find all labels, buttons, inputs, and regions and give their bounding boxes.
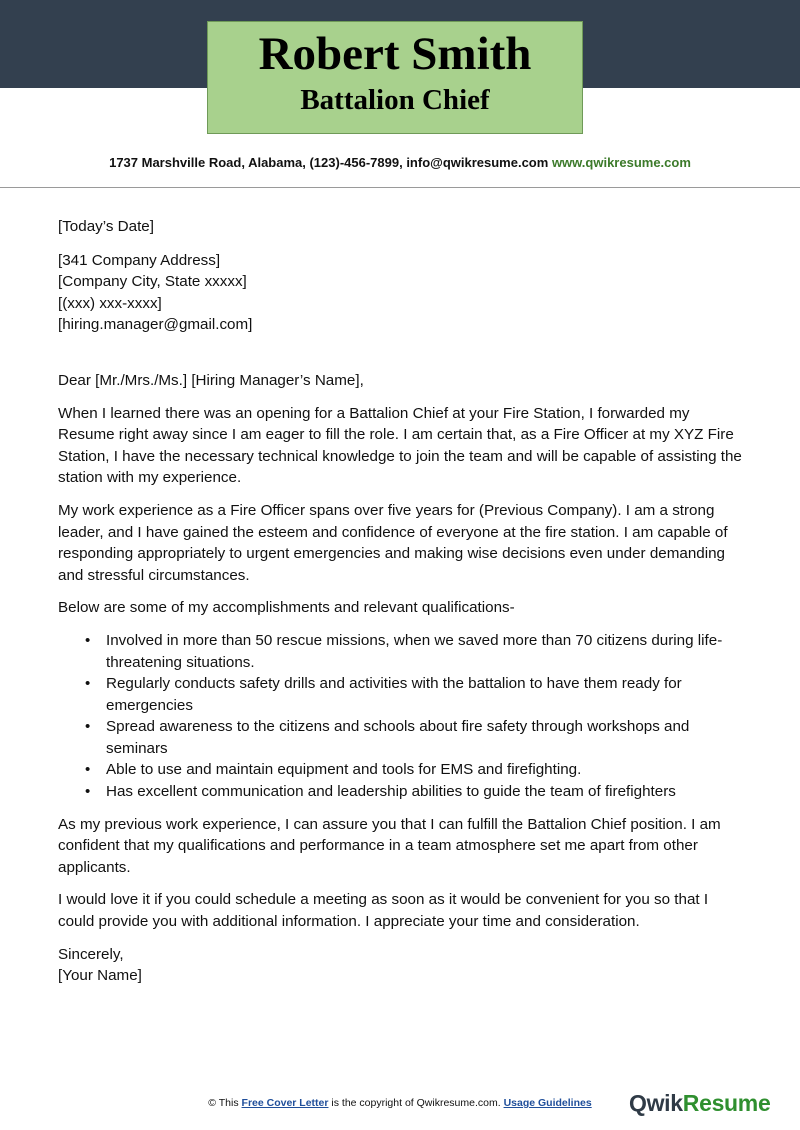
usage-guidelines-link[interactable]: Usage Guidelines xyxy=(503,1097,592,1109)
address-line: [Company City, State xxxxx] xyxy=(58,273,247,291)
name-box xyxy=(207,21,583,134)
paragraph: When I learned there was an opening for a Battalion Chief at your Fire Station, I forwarded my Resume right away since I am eager to fill the role. I am certain that, as a Fire Officer at my XYZ Fire Station, I have the necessary technical knowledge to join the team and will be capable of assisting the station with my experience. xyxy=(58,404,742,487)
signoff: Sincerely, xyxy=(58,945,124,963)
letter-date: [Today’s Date] xyxy=(58,218,154,235)
bullet-icon: • xyxy=(85,718,91,736)
address-line: [hiring.manager@gmail.com] xyxy=(58,316,253,334)
contact-details: 1737 Marshville Road, Alabama, (123)-456-7899, info@qwikresume.com xyxy=(109,155,549,170)
letter-body xyxy=(58,216,748,987)
list-item: • Involved in more than 50 rescue missions, when we saved more than 70 citizens during life-threatening situations. xyxy=(85,631,723,671)
website-link[interactable]: www.qwikresume.com xyxy=(551,155,691,170)
paragraph: As my previous work experience, I can assure you that I can fulfill the Battalion Chief position. I am confident that my qualifications and performance in a team atmosphere set me apart from other applicants. xyxy=(58,815,721,876)
bullet-icon: • xyxy=(85,675,91,693)
paragraph: Below are some of my accomplishments and relevant qualifications- xyxy=(58,599,515,617)
salutation: Dear [Mr./Mrs./Ms.] [Hiring Manager’s Name], xyxy=(58,371,364,389)
list-item: • Able to use and maintain equipment and tools for EMS and firefighting. xyxy=(58,759,748,781)
contact-line xyxy=(0,155,800,170)
qwikresume-logo[interactable]: QwikResume xyxy=(629,1090,771,1116)
bullet-icon: • xyxy=(85,761,91,779)
list-item: • Regularly conducts safety drills and activities with the battalion to have them ready for emergencies xyxy=(85,675,682,714)
paragraph: My work experience as a Fire Officer spans over five years for (Previous Company). I am a strong leader, and I have gained the esteem and confidence of everyone at the fire station. I am capable of responding appropriately to urgent emergencies and making wise decisions even under demanding and stressful circumstances. xyxy=(58,501,728,584)
paragraph: I would love it if you could schedule a meeting as soon as it would be convenient for you so that I could provide you with additional information. I appreciate your time and consideration. xyxy=(58,891,709,931)
bullet-icon: • xyxy=(85,631,91,649)
address-line: [341 Company Address] xyxy=(58,251,221,269)
address-line: [(xxx) xxx-xxxx] xyxy=(58,294,162,312)
job-title: Battalion Chief xyxy=(300,84,490,116)
list-item: • Has excellent communication and leadership abilities to guide the team of firefighters xyxy=(58,781,748,803)
footer-copyright: © This Free Cover Letter is the copyright of Qwikresume.com. Usage Guidelines xyxy=(208,1097,592,1109)
bullet-icon: • xyxy=(85,783,91,801)
free-cover-letter-link[interactable]: Free Cover Letter xyxy=(241,1097,329,1109)
candidate-name: Robert Smith xyxy=(258,28,532,80)
signature: [Your Name] xyxy=(58,967,142,985)
list-item: • Spread awareness to the citizens and schools about fire safety through workshops and seminars xyxy=(85,718,690,757)
qualifications-list xyxy=(58,630,748,803)
divider xyxy=(0,187,800,188)
